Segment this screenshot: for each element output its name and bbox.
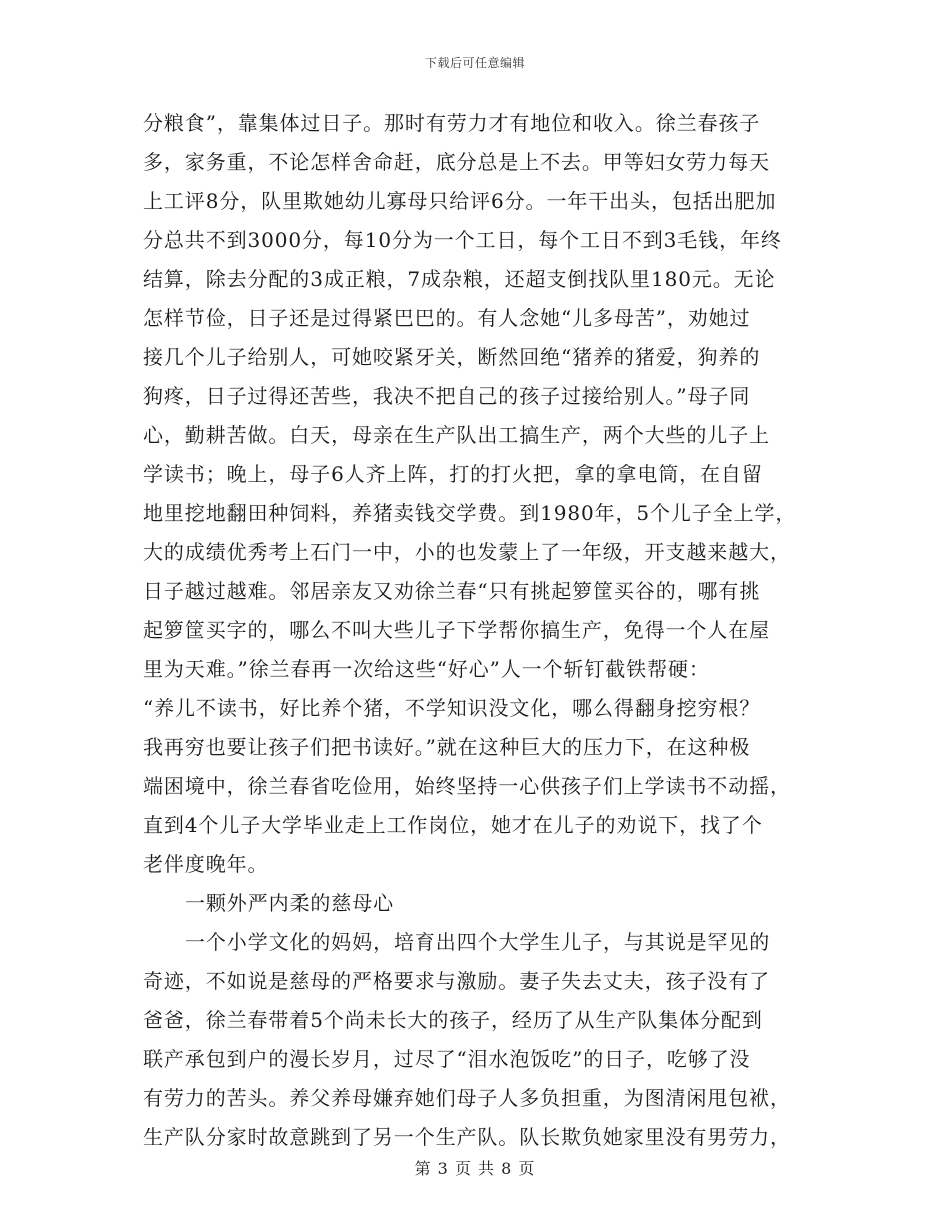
text-line: 日子越过越难。邻居亲友又劝徐兰春“只有挑起箩筐买谷的，哪有挑 (143, 579, 761, 603)
text-line: 联产承包到户的漫长岁月，过尽了“泪水泡饭吃”的日子，吃够了没 (143, 1047, 751, 1071)
text-line: 分粮食”，靠集体过日子。那时有劳力才有地位和收入。徐兰春孩子 (143, 111, 761, 135)
text-line: 狗疼，日子过得还苦些，我决不把自己的孩子过接给别人。”母子同 (143, 384, 751, 408)
text-line: 直到4个儿子大学毕业走上工作岗位，她才在儿子的劝说下，找了个 (143, 813, 763, 837)
text-line: 我再穷也要让孩子们把书读好。”就在这种巨大的压力下，在这种极 (143, 735, 751, 759)
text-line: 多，家务重，不论怎样舍命赶，底分总是上不去。甲等妇女劳力每天 (143, 150, 770, 174)
text-line: 一个小学文化的妈妈，培育出四个大学生儿子，与其说是罕见的 (185, 930, 771, 954)
text-line: 端困境中，徐兰春省吃俭用，始终坚持一心供孩子们上学读书不动摇， (143, 774, 791, 798)
section-title: 一颗外严内柔的慈母心 (185, 891, 394, 915)
text-line: 接几个儿子给别人，可她咬紧牙关，断然回绝“猪养的猪爱，狗养的 (143, 345, 761, 369)
text-line: 老伴度晚年。 (143, 852, 269, 876)
text-line: 生产队分家时故意跳到了另一个生产队。队长欺负她家里没有男劳力， (143, 1125, 791, 1149)
text-line: 学读书；晚上，母子6人齐上阵，打的打火把，拿的拿电筒，在自留 (143, 462, 763, 486)
text-line: 心，勤耕苦做。白天，母亲在生产队出工搞生产，两个大些的儿子上 (143, 423, 770, 447)
page-footer: 第 3 页 共 8 页 (414, 1159, 536, 1178)
page-header: 下载后可任意编辑 (424, 56, 525, 70)
text-line: 有劳力的苦头。养父养母嫌弃她们母子人多负担重，为图清闲甩包袱， (143, 1086, 791, 1110)
text-line: “养儿不读书，好比养个猪，不学知识没文化，哪么得翻身挖穷根？ (143, 696, 761, 720)
text-line: 奇迹，不如说是慈母的严格要求与激励。妻子失去丈夫，孩子没有了 (143, 969, 770, 993)
text-line: 地里挖地翻田种饲料，养猪卖钱交学费。到1980年，5个儿子全上学， (143, 501, 797, 525)
text-line: 爸爸，徐兰春带着5个尚未长大的孩子，经历了从生产队集体分配到 (143, 1008, 763, 1032)
text-line: 怎样节俭，日子还是过得紧巴巴的。有人念她“儿多母苦”，劝她过 (143, 306, 751, 330)
text-line: 结算，除去分配的3成正粮，7成杂粮，还超支倒找队里180元。无论 (143, 267, 776, 291)
text-line: 上工评8分，队里欺她幼儿寡母只给评6分。一年干出头，包括出肥加 (143, 189, 777, 213)
text-line: 里为天难。”徐兰春再一次给这些“好心”人一个斩钉截铁帮硬： (143, 657, 710, 681)
text-line: 分总共不到3000分，每10分为一个工日，每个工日不到3毛钱，年终 (143, 228, 782, 252)
body-text (143, 104, 809, 1157)
text-line: 大的成绩优秀考上石门一中，小的也发蒙上了一年级，开支越来越大， (143, 540, 791, 564)
text-line: 起箩筐买字的，哪么不叫大些儿子下学帮你搞生产，免得一个人在屋 (143, 618, 770, 642)
